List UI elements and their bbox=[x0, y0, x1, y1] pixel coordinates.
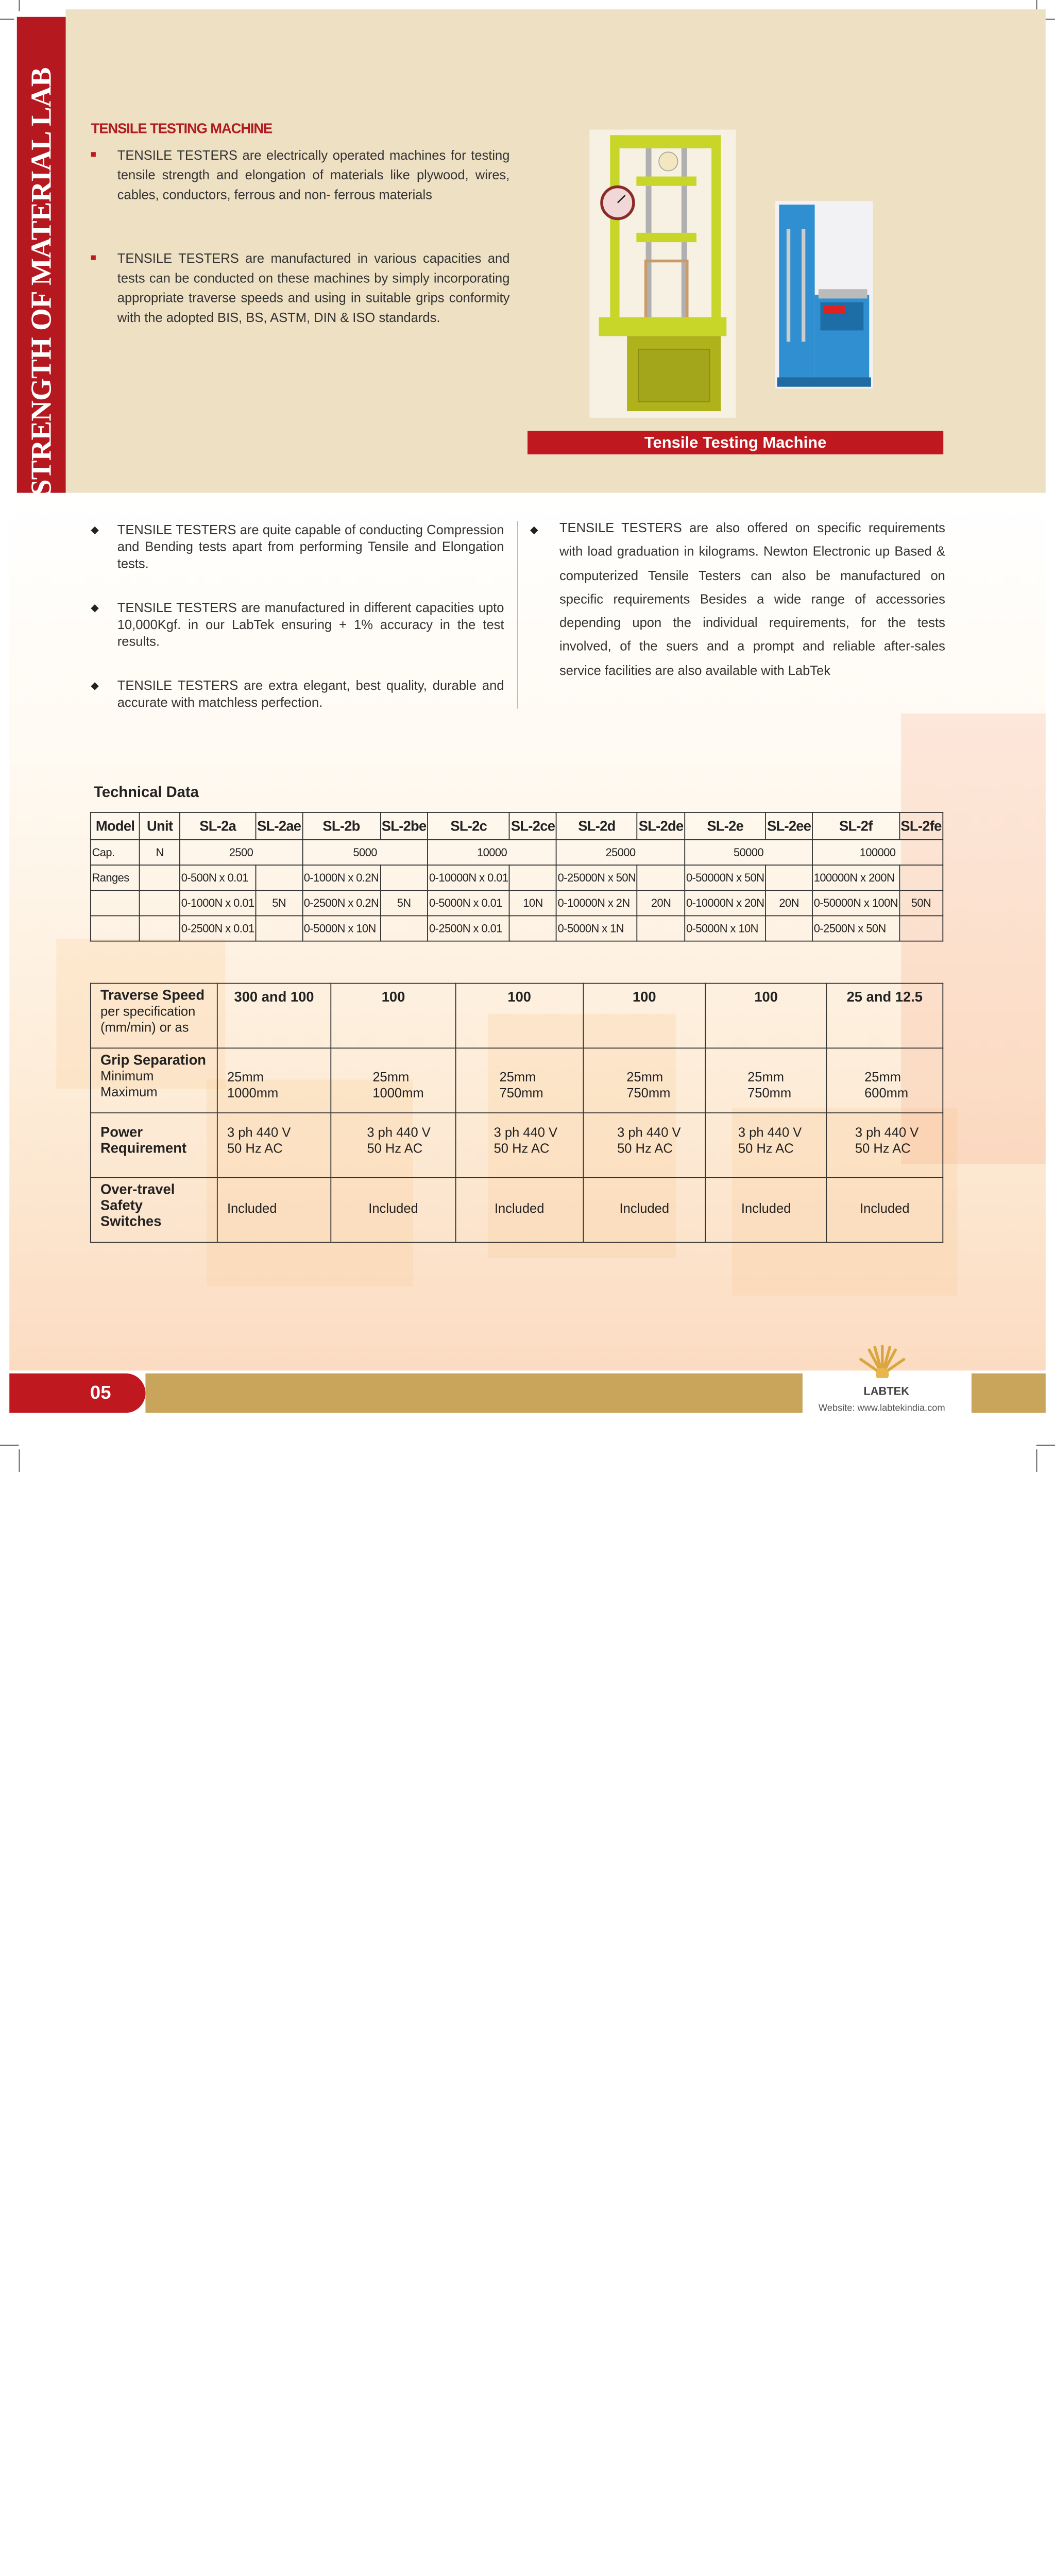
spec-value: Included bbox=[583, 1178, 706, 1243]
labtek-sun-logo-icon bbox=[856, 1341, 909, 1378]
spec-label: Power Requirement bbox=[91, 1113, 217, 1178]
range-cell: 0-10000N x 2N bbox=[556, 890, 637, 916]
spec-value: 25mm 750mm bbox=[706, 1048, 826, 1113]
cap-cell: 2500 bbox=[180, 840, 302, 865]
table-row bbox=[91, 916, 943, 941]
website-text: Website: www.labtekindia.com bbox=[818, 1403, 945, 1414]
spec-value: 100 bbox=[583, 984, 706, 1048]
spec-value: 300 and 100 bbox=[217, 984, 331, 1048]
side-title: STRENGTH OF MATERIAL LAB bbox=[24, 67, 58, 496]
table-row bbox=[91, 840, 943, 865]
header-cell: SL-2ae bbox=[256, 812, 302, 840]
range-cell: 100000N x 200N bbox=[812, 865, 899, 890]
spec-value: 25mm 600mm bbox=[826, 1048, 943, 1113]
spec-value: 100 bbox=[456, 984, 583, 1048]
intro-bullet-2: TENSILE TESTERS are manufactured in various capacities and tests can be conducted on these machines by simply incorporating appropriate traverse speeds and using in suitable grips conformity with the adopted BIS, BS, ASTM, DIN & ISO standards. bbox=[117, 250, 510, 325]
header-cell: SL-2de bbox=[637, 812, 685, 840]
tensile-machine-image-blue bbox=[775, 201, 873, 388]
range-cell: 0-25000N x 50N bbox=[556, 865, 637, 890]
bullet-icon bbox=[91, 256, 96, 260]
cap-cell: 10000 bbox=[428, 840, 556, 865]
resolution-cell: 20N bbox=[637, 890, 685, 916]
spec-value: 3 ph 440 V 50 Hz AC bbox=[706, 1113, 826, 1178]
resolution-cell: 5N bbox=[256, 890, 302, 916]
intro-bullet-1: TENSILE TESTERS are electrically operated machines for testing tensile strength and elongation of materials like plywood, wires, cables, conductors, ferrous and non- ferrous materials bbox=[117, 147, 510, 202]
header-cell: SL-2ee bbox=[765, 812, 812, 840]
range-cell: 0-5000N x 10N bbox=[685, 916, 765, 941]
table-row bbox=[91, 1048, 943, 1113]
spec-value: 25mm 750mm bbox=[583, 1048, 706, 1113]
range-cell: 0-5000N x 0.01 bbox=[428, 890, 509, 916]
row-label: Ranges bbox=[91, 865, 140, 890]
spec-value: 3 ph 440 V 50 Hz AC bbox=[826, 1113, 943, 1178]
spec-label: Over-travel Safety Switches bbox=[91, 1178, 217, 1243]
cap-cell: 25000 bbox=[556, 840, 685, 865]
spec-value: 3 ph 440 V 50 Hz AC bbox=[583, 1113, 706, 1178]
feature-bullet-2: TENSILE TESTERS are manufactured in different capacities upto 10,000Kgf. in our LabTek ensuring + 1% accuracy in the test results. bbox=[117, 600, 504, 649]
range-cell: 0-10000N x 20N bbox=[685, 890, 765, 916]
resolution-cell: 10N bbox=[509, 890, 556, 916]
header-cell: Unit bbox=[140, 812, 180, 840]
header-cell: SL-2fe bbox=[899, 812, 943, 840]
spec-value: 25mm 750mm bbox=[456, 1048, 583, 1113]
feature-bullet-1: TENSILE TESTERS are quite capable of conducting Compression and Bending tests apart from performing Tensile and Elongation tests. bbox=[117, 522, 504, 571]
header-cell: SL-2a bbox=[180, 812, 256, 840]
cap-cell: 100000 bbox=[812, 840, 943, 865]
spec-value: 25mm 1000mm bbox=[217, 1048, 331, 1113]
spec-value: 25 and 12.5 bbox=[826, 984, 943, 1048]
models-table bbox=[90, 812, 943, 941]
header-cell: Model bbox=[91, 812, 140, 840]
range-cell: 0-50000N x 50N bbox=[685, 865, 765, 890]
range-cell: 0-2500N x 0.01 bbox=[428, 916, 509, 941]
range-cell: 0-5000N x 10N bbox=[302, 916, 380, 941]
spec-value: Included bbox=[826, 1178, 943, 1243]
spec-value: 25mm 1000mm bbox=[331, 1048, 456, 1113]
header-cell: SL-2c bbox=[428, 812, 509, 840]
spec-value: 100 bbox=[706, 984, 826, 1048]
specifications-table bbox=[90, 983, 943, 1243]
row-label: Cap. bbox=[91, 840, 140, 865]
resolution-cell: 5N bbox=[380, 890, 428, 916]
range-cell: 0-500N x 0.01 bbox=[180, 865, 256, 890]
spec-value: 100 bbox=[331, 984, 456, 1048]
range-cell: 0-10000N x 0.01 bbox=[428, 865, 509, 890]
spec-label: Traverse Speed per specification (mm/min) or as bbox=[91, 984, 217, 1048]
range-cell: 0-2500N x 0.2N bbox=[302, 890, 380, 916]
technical-data-title: Technical Data bbox=[94, 785, 199, 801]
feature-bullet-right: TENSILE TESTERS are also offered on specific requirements with load graduation in kilograms. Newton Electronic up Based & computerized Tensile Testers can also be manufactured on specific requirements Besides a wide range of accessories depending upon the individual requirements, for the tests involved, of the suers and a prompt and reliable after-sales service facilities are also available with LabTek bbox=[559, 520, 945, 678]
footer-band bbox=[145, 1374, 802, 1413]
spec-value: Included bbox=[331, 1178, 456, 1243]
footer-band bbox=[972, 1374, 1046, 1413]
section-title: TENSILE TESTING MACHINE bbox=[91, 121, 273, 138]
spec-value: 3 ph 440 V 50 Hz AC bbox=[217, 1113, 331, 1178]
table-row bbox=[91, 1113, 943, 1178]
column-divider bbox=[517, 521, 518, 708]
brand-name: LABTEK bbox=[863, 1384, 910, 1398]
header-cell: SL-2be bbox=[380, 812, 428, 840]
range-cell: 0-2500N x 50N bbox=[812, 916, 899, 941]
range-cell: 0-5000N x 1N bbox=[556, 916, 637, 941]
cap-cell: 5000 bbox=[302, 840, 428, 865]
table-header-row bbox=[91, 812, 943, 840]
cap-cell: 50000 bbox=[685, 840, 812, 865]
spec-value: 3 ph 440 V 50 Hz AC bbox=[456, 1113, 583, 1178]
spec-label: Grip Separation Minimum Maximum bbox=[91, 1048, 217, 1113]
range-cell: 0-1000N x 0.01 bbox=[180, 890, 256, 916]
spec-value: Included bbox=[217, 1178, 331, 1243]
resolution-cell: 20N bbox=[765, 890, 812, 916]
table-row bbox=[91, 1178, 943, 1243]
range-cell: 0-1000N x 0.2N bbox=[302, 865, 380, 890]
bullet-icon bbox=[91, 152, 96, 157]
spec-value: Included bbox=[456, 1178, 583, 1243]
image-caption: Tensile Testing Machine bbox=[528, 431, 943, 454]
header-cell: SL-2ce bbox=[509, 812, 556, 840]
spec-value: Included bbox=[706, 1178, 826, 1243]
table-row bbox=[91, 984, 943, 1048]
range-cell: 0-2500N x 0.01 bbox=[180, 916, 256, 941]
feature-bullet-3: TENSILE TESTERS are extra elegant, best quality, durable and accurate with matchless perfection. bbox=[117, 677, 504, 710]
page-number: 05 bbox=[9, 1374, 145, 1413]
header-cell: SL-2b bbox=[302, 812, 380, 840]
table-row bbox=[91, 865, 943, 890]
range-cell: 0-50000N x 100N bbox=[812, 890, 899, 916]
spec-value: 3 ph 440 V 50 Hz AC bbox=[331, 1113, 456, 1178]
header-cell: SL-2e bbox=[685, 812, 765, 840]
unit-cell: N bbox=[140, 840, 180, 865]
tensile-machine-image-yellow bbox=[589, 129, 736, 417]
header-cell: SL-2f bbox=[812, 812, 899, 840]
resolution-cell: 50N bbox=[899, 890, 943, 916]
table-row bbox=[91, 890, 943, 916]
header-cell: SL-2d bbox=[556, 812, 637, 840]
